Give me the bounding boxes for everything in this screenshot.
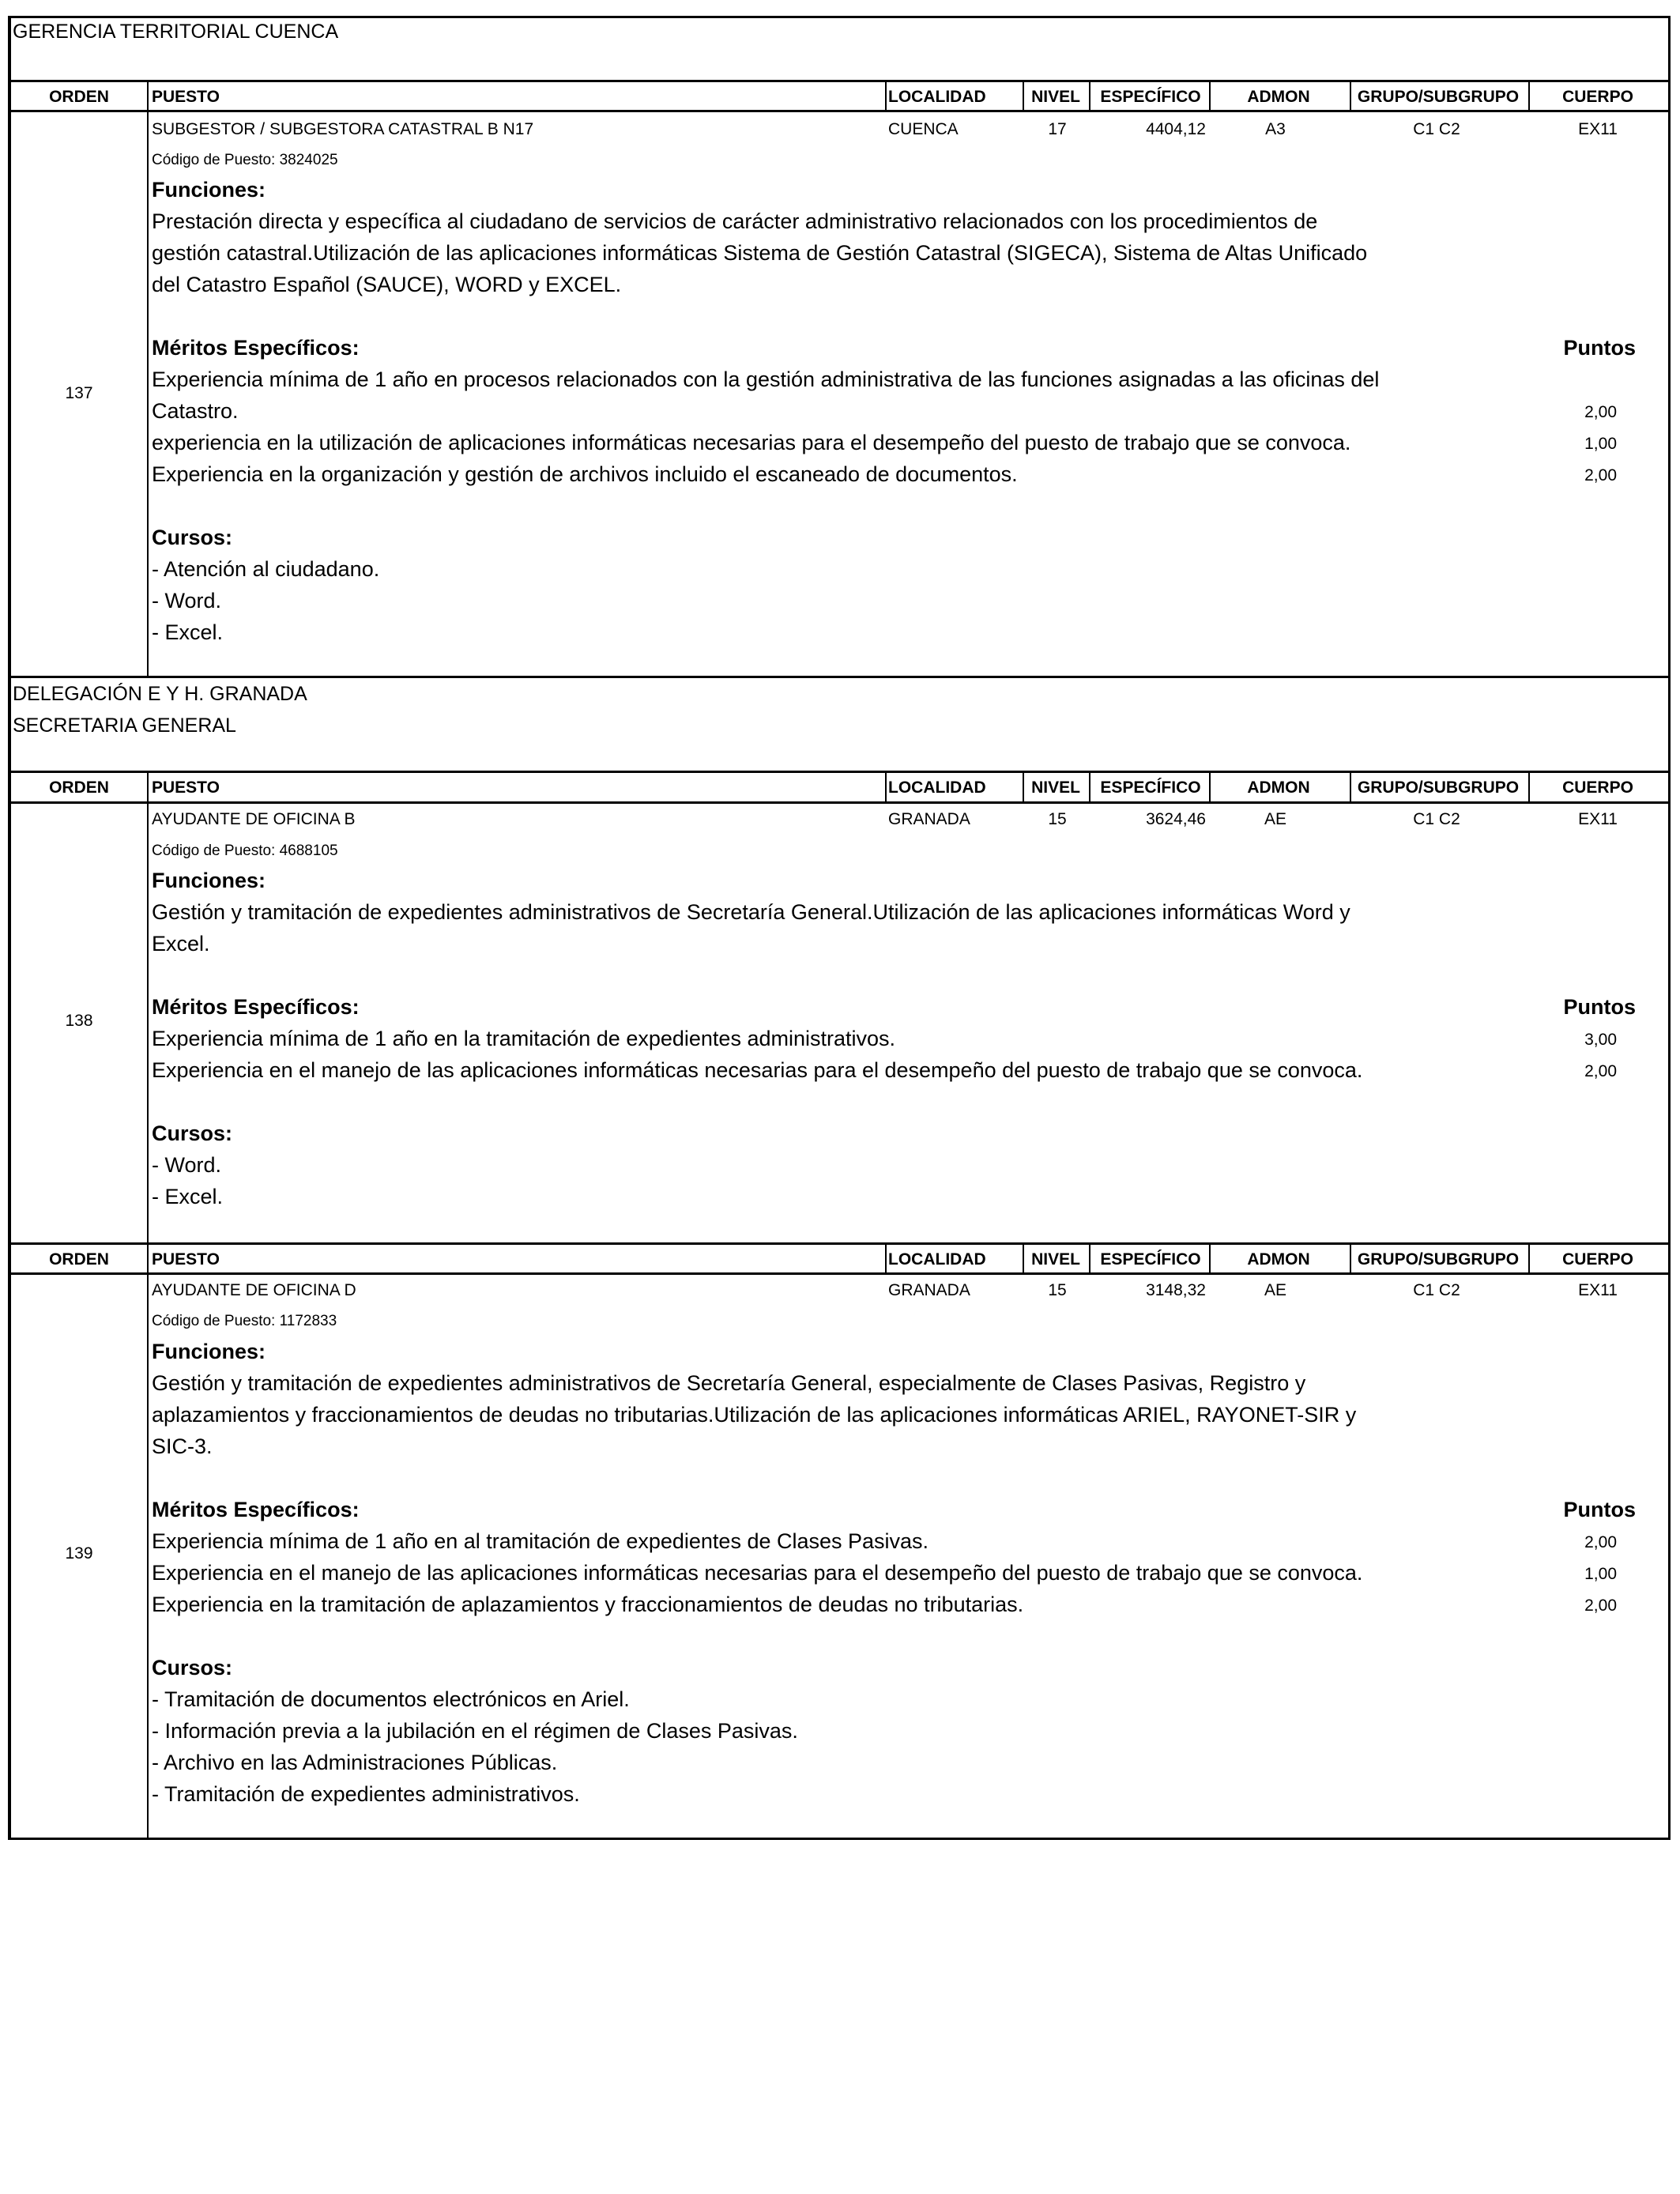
col-header-especifico: ESPECÍFICO [1100, 1250, 1201, 1269]
header-3-sep-puesto [147, 1242, 149, 1274]
col-header-grupo: GRUPO/SUBGRUPO [1357, 1250, 1520, 1269]
entry-139-funciones-label: Funciones: [152, 1340, 266, 1363]
entry-137-funciones-label: Funciones: [152, 178, 266, 202]
entry-139-curso-item: - Información previa a la jubilación en el régimen de Clases Pasivas. [152, 1719, 798, 1743]
entry-139-funciones-line: SIC-3. [152, 1434, 213, 1458]
section-2-divider [8, 676, 1671, 678]
entry-137-puntos-value: 2,00 [1584, 466, 1617, 484]
entry-138-curso-item: - Excel. [152, 1185, 224, 1208]
entry-138-cursos-label: Cursos: [152, 1122, 233, 1145]
entry-137-cursos-label: Cursos: [152, 526, 233, 549]
entry-138-left-rule [147, 801, 149, 1242]
entry-137-codigo: Código de Puesto: 3824025 [152, 152, 338, 168]
col-header-especifico: ESPECÍFICO [1100, 88, 1201, 106]
entry-139-cuerpo: EX11 [1578, 1281, 1618, 1299]
entry-137-localidad: CUENCA [888, 120, 959, 138]
entry-139-codigo: Código de Puesto: 1172833 [152, 1313, 337, 1329]
entry-137-funciones-line: Prestación directa y específica al ciudadano de servicios de carácter administrativo relacionados con los procedimientos de [152, 209, 1318, 233]
entry-138-puntos-label: Puntos [1563, 995, 1636, 1019]
header-1-sep-especifico [1089, 80, 1090, 111]
section-title-granada: DELEGACIÓN E Y H. GRANADA [13, 683, 307, 705]
entry-137-puntos-label: Puntos [1563, 336, 1636, 360]
header-2-sep-nivel [1023, 771, 1024, 802]
header-1-sep-localidad [885, 80, 887, 111]
entry-137-meritos-label: Méritos Específicos: [152, 336, 360, 360]
header-1-sep-nivel [1023, 80, 1024, 111]
entry-137-curso-item: - Word. [152, 589, 222, 613]
entry-137-curso-item: - Atención al ciudadano. [152, 557, 380, 581]
col-header-grupo: GRUPO/SUBGRUPO [1357, 778, 1520, 797]
entry-137-orden: 137 [65, 384, 93, 402]
header-1-bottom-line [8, 110, 1671, 112]
entry-139-puntos-value: 2,00 [1584, 1533, 1617, 1551]
entry-139-puesto: AYUDANTE DE OFICINA D [152, 1281, 356, 1299]
frame-bottom-border [8, 1838, 1671, 1840]
entry-139-localidad: GRANADA [888, 1281, 970, 1299]
entry-139-puntos-value: 1,00 [1584, 1565, 1617, 1583]
col-header-admon: ADMON [1247, 1250, 1310, 1269]
entry-139-meritos-label: Méritos Específicos: [152, 1498, 360, 1521]
col-header-orden: ORDEN [49, 1250, 109, 1269]
entry-137-merito-line: experiencia en la utilización de aplicaciones informáticas necesarias para el desempeño del puesto de trabajo que se convoca. [152, 431, 1351, 454]
entry-139-nivel: 15 [1048, 1281, 1067, 1299]
entry-137-merito-line: Experiencia mínima de 1 año en procesos relacionados con la gestión administrativa de las funciones asignadas a las oficinas del [152, 368, 1380, 391]
col-header-localidad: LOCALIDAD [888, 88, 986, 106]
col-header-orden: ORDEN [49, 778, 109, 797]
entry-139-funciones-line: aplazamientos y fraccionamientos de deudas no tributarias.Utilización de las aplicaciones informáticas ARIEL, RAYONET-SIR y [152, 1403, 1357, 1427]
col-header-admon: ADMON [1247, 778, 1310, 797]
entry-138-nivel: 15 [1048, 810, 1067, 828]
header-1-sep-puesto [147, 80, 149, 111]
entry-138-codigo: Código de Puesto: 4688105 [152, 843, 338, 859]
header-2-sep-grupo [1350, 771, 1351, 802]
entry-137-admon: A3 [1265, 120, 1286, 138]
entry-137-especifico: 4404,12 [1146, 120, 1206, 138]
header-2-sep-localidad [885, 771, 887, 802]
entry-138-curso-item: - Word. [152, 1153, 222, 1177]
header-3-top-line [8, 1242, 1671, 1245]
entry-137-funciones-line: gestión catastral.Utilización de las aplicaciones informáticas Sistema de Gestión Catastral (SIGECA), Sistema de Altas Unificado [152, 241, 1368, 265]
entry-138-puntos-value: 3,00 [1584, 1031, 1617, 1049]
col-header-nivel: NIVEL [1031, 88, 1080, 106]
header-3-sep-admon [1209, 1242, 1211, 1274]
entry-137-left-rule [147, 110, 149, 677]
header-2-sep-puesto [147, 771, 149, 802]
frame-right-border [1668, 16, 1671, 1840]
entry-138-puntos-value: 2,00 [1584, 1062, 1617, 1080]
entry-139-merito-line: Experiencia en el manejo de las aplicaciones informáticas necesarias para el desempeño del puesto de trabajo que se convoca. [152, 1561, 1363, 1585]
entry-138-especifico: 3624,46 [1146, 810, 1206, 828]
entry-137-funciones-line: del Catastro Español (SAUCE), WORD y EXCEL. [152, 273, 622, 296]
header-2-bottom-line [8, 801, 1671, 804]
entry-139-orden: 139 [65, 1544, 93, 1563]
entry-137-puesto: SUBGESTOR / SUBGESTORA CATASTRAL B N17 [152, 120, 534, 138]
col-header-puesto: PUESTO [152, 1250, 220, 1269]
header-3-bottom-line [8, 1272, 1671, 1275]
col-header-puesto: PUESTO [152, 88, 220, 106]
col-header-nivel: NIVEL [1031, 778, 1080, 797]
section-subtitle-secretaria: SECRETARIA GENERAL [13, 714, 236, 737]
col-header-nivel: NIVEL [1031, 1250, 1080, 1269]
entry-139-grupo: C1 C2 [1413, 1281, 1460, 1299]
entry-138-orden: 138 [65, 1012, 93, 1030]
entry-139-puntos-value: 2,00 [1584, 1596, 1617, 1615]
entry-137-nivel: 17 [1048, 120, 1067, 138]
entry-138-merito-line: Experiencia mínima de 1 año en la tramitación de expedientes administrativos. [152, 1027, 896, 1050]
entry-139-curso-item: - Archivo en las Administraciones Públicas. [152, 1751, 558, 1774]
entry-137-grupo: C1 C2 [1413, 120, 1460, 138]
entry-138-grupo: C1 C2 [1413, 810, 1460, 828]
col-header-orden: ORDEN [49, 88, 109, 106]
col-header-cuerpo: CUERPO [1562, 1250, 1633, 1269]
header-3-sep-nivel [1023, 1242, 1024, 1274]
entry-138-puesto: AYUDANTE DE OFICINA B [152, 810, 356, 828]
header-1-top-line [8, 80, 1671, 82]
section-title-cuenca: GERENCIA TERRITORIAL CUENCA [13, 21, 339, 43]
frame-top-border [8, 16, 1671, 18]
entry-137-puntos-value: 1,00 [1584, 435, 1617, 453]
entry-138-merito-line: Experiencia en el manejo de las aplicaciones informáticas necesarias para el desempeño del puesto de trabajo que se convoca. [152, 1058, 1363, 1082]
header-3-sep-cuerpo [1528, 1242, 1530, 1274]
header-3-sep-localidad [885, 1242, 887, 1274]
header-1-sep-admon [1209, 80, 1211, 111]
entry-137-merito-line: Experiencia en la organización y gestión de archivos incluido el escaneado de documentos. [152, 462, 1018, 486]
entry-137-curso-item: - Excel. [152, 620, 224, 644]
col-header-localidad: LOCALIDAD [888, 778, 986, 797]
col-header-localidad: LOCALIDAD [888, 1250, 986, 1269]
entry-139-admon: AE [1264, 1281, 1287, 1299]
header-2-sep-admon [1209, 771, 1211, 802]
header-2-sep-cuerpo [1528, 771, 1530, 802]
entry-139-left-rule [147, 1272, 149, 1838]
entry-139-funciones-line: Gestión y tramitación de expedientes administrativos de Secretaría General, especialmente de Clases Pasivas, Registro y [152, 1371, 1306, 1395]
entry-139-merito-line: Experiencia mínima de 1 año en al tramitación de expedientes de Clases Pasivas. [152, 1529, 929, 1553]
col-header-admon: ADMON [1247, 88, 1310, 106]
frame-left-border [8, 16, 11, 1840]
col-header-puesto: PUESTO [152, 778, 220, 797]
entry-138-funciones-label: Funciones: [152, 869, 266, 892]
header-2-top-line [8, 771, 1671, 773]
header-2-sep-especifico [1089, 771, 1090, 802]
entry-137-merito-line: Catastro. [152, 399, 239, 423]
entry-139-puntos-label: Puntos [1563, 1498, 1636, 1521]
entry-139-curso-item: - Tramitación de expedientes administrativos. [152, 1782, 580, 1806]
entry-139-especifico: 3148,32 [1146, 1281, 1206, 1299]
entry-139-cursos-label: Cursos: [152, 1656, 233, 1679]
entry-137-cuerpo: EX11 [1578, 120, 1618, 138]
col-header-especifico: ESPECÍFICO [1100, 778, 1201, 797]
entry-138-funciones-line: Excel. [152, 932, 210, 956]
entry-138-funciones-line: Gestión y tramitación de expedientes administrativos de Secretaría General.Utilización de las aplicaciones informáticas Word y [152, 900, 1350, 924]
col-header-cuerpo: CUERPO [1562, 88, 1633, 106]
entry-138-admon: AE [1264, 810, 1287, 828]
header-1-sep-cuerpo [1528, 80, 1530, 111]
entry-138-meritos-label: Méritos Específicos: [152, 995, 360, 1019]
header-3-sep-grupo [1350, 1242, 1351, 1274]
entry-139-merito-line: Experiencia en la tramitación de aplazamientos y fraccionamientos de deudas no tributarias. [152, 1593, 1024, 1616]
col-header-cuerpo: CUERPO [1562, 778, 1633, 797]
entry-139-curso-item: - Tramitación de documentos electrónicos en Ariel. [152, 1687, 630, 1711]
entry-138-cuerpo: EX11 [1578, 810, 1618, 828]
entry-137-puntos-value: 2,00 [1584, 403, 1617, 421]
col-header-grupo: GRUPO/SUBGRUPO [1357, 88, 1520, 106]
header-1-sep-grupo [1350, 80, 1351, 111]
header-3-sep-especifico [1089, 1242, 1090, 1274]
entry-138-localidad: GRANADA [888, 810, 970, 828]
